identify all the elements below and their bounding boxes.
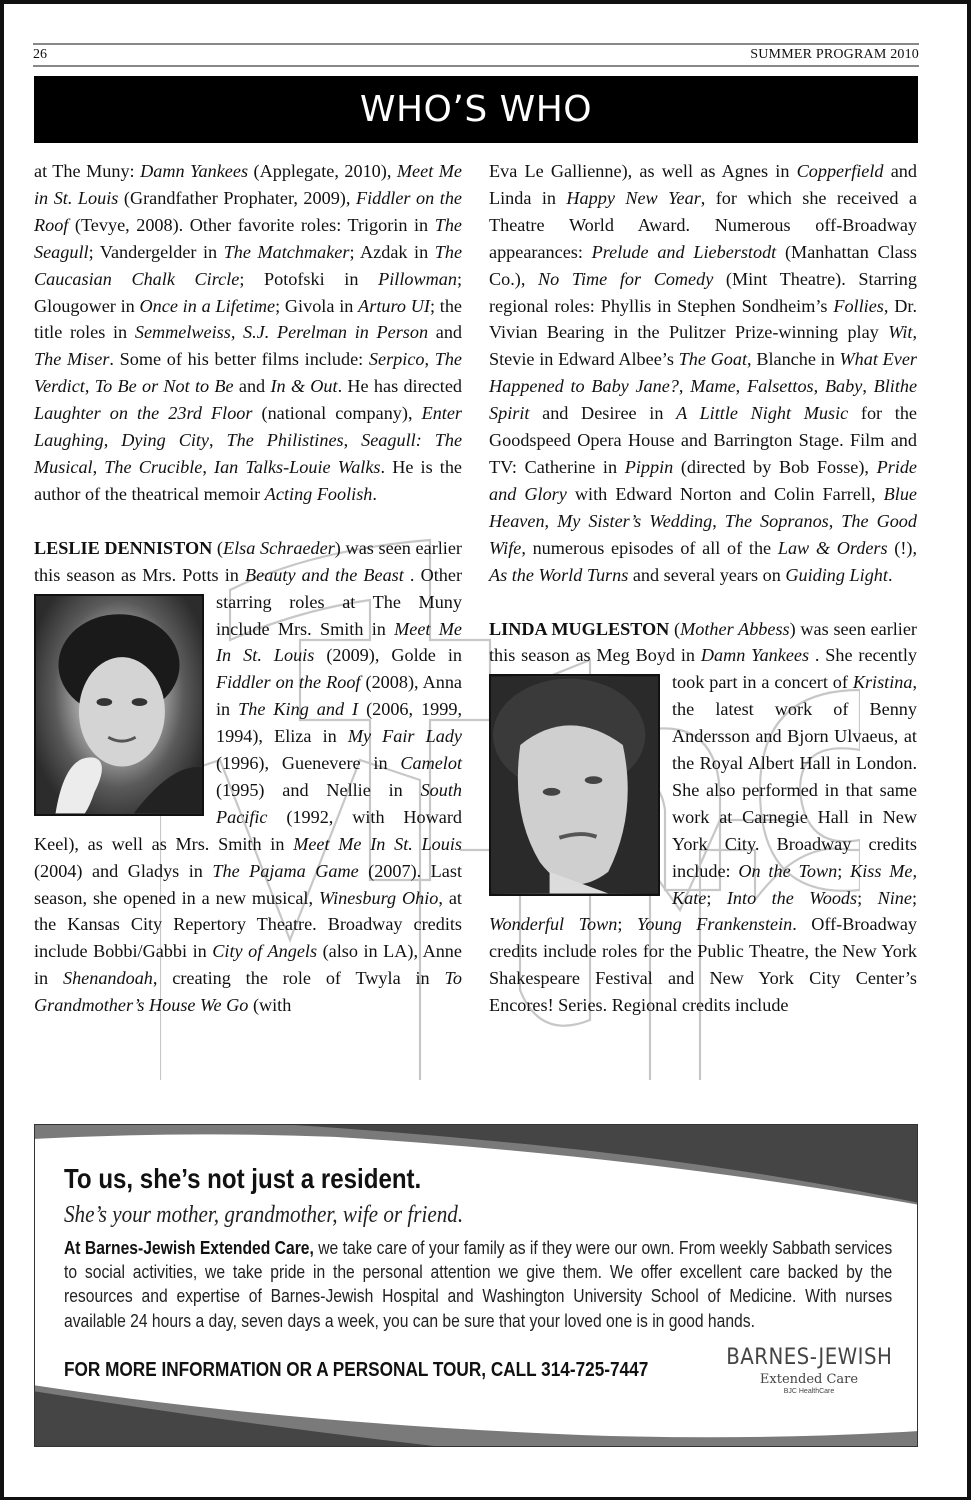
italic-title: Follies: [833, 295, 884, 316]
italic-title: Blue Heaven: [489, 483, 917, 531]
italic-title: The Sopranos: [724, 510, 829, 531]
bio-continuation-right: Eva Le Gallienne), as well as Agnes in Copperfield and Linda in Happy New Year, for which she received a Theatre World Award. Numerous off-Broadway appearances: Prelude and Lieberstodt (Manhattan Class Co.), No Time for Comedy (Mint Theatre). Starring regional roles: Phyllis in Stephen Sondheim’s Follies, Dr. Vivian Bearing in the Pulitzer Prize-winning play Wit, Stevie in Edward Albee’s The Goat, Blanche in What Ever Happened to Baby Jane?, Mame, Falsettos, Baby, Blithe Spirit and Desiree in A Little Night Music for the Goodspeed Opera House and Barrington Stage. Film and TV: Catherine in Pippin (directed by Bob Fosse), Pride and Glory with Edward Norton and Colin Farrell, Blue Heaven, My Sister’s Wedding, The Sopranos, The Good Wife, numerous episodes of all of the Law & Orders (!), As the World Turns and several years on Guiding Light.: [489, 161, 918, 585]
italic-title: Acting Foolish: [264, 483, 373, 504]
italic-title: Fiddler on the Roof: [34, 187, 462, 235]
italic-title: Pillowman: [378, 268, 457, 289]
page-number: 26: [33, 47, 47, 62]
headshot-linda-mugleston: [489, 674, 660, 896]
italic-title: To Be or Not to Be: [94, 376, 234, 397]
ad-call-to-action: FOR MORE INFORMATION OR A PERSONAL TOUR, CALL 314-725-7447: [64, 1359, 649, 1381]
italic-title: Kiss Me, Kate: [672, 860, 917, 908]
italic-title: Semmelweiss, S.J. Perelman in Person: [134, 322, 429, 343]
italic-title: Elsa Schraeder: [223, 537, 335, 558]
italic-title: The Verdict: [34, 349, 462, 397]
italic-title: As the World Turns: [489, 564, 629, 585]
italic-title: The Miser: [34, 349, 110, 370]
italic-title: My Sister’s Wedding: [557, 510, 713, 531]
italic-title: Baby: [824, 376, 863, 397]
barnes-jewish-logo: [709, 1345, 909, 1415]
bio-continuation: at The Muny: Damn Yankees (Applegate, 2010), Meet Me in St. Louis (Grandfather Prophater, 2009), Fiddler on the Roof (Tevye, 2008). Other favorite roles: Trigorin in The Seagull; Vandergelder in The Matchmaker; Azdak in The Caucasian Chalk Circle; Potofski in Pillowman; Glougower in Once in a Lifetime; Givola in Arturo UI; the title roles in Semmelweiss, S.J. Perelman in Person and The Miser. Some of his better films include: Serpico, The Verdict, To Be or Not to Be and In & Out. He has directed Laughter on the 23rd Floor (national company), Enter Laughing, Dying City, The Philistines, Seagull: The Musical, The Crucible, Ian Talks-Louie Walks. He is the author of the theatrical memoir Acting Foolish.: [34, 161, 463, 504]
italic-title: Prelude and Lieberstodt: [591, 241, 777, 262]
italic-title: In & Out: [270, 376, 338, 397]
italic-title: Damn Yankees: [700, 645, 810, 666]
italic-title: Wonderful Town: [489, 914, 618, 935]
right-column: [489, 158, 917, 1019]
italic-title: The Matchmaker: [223, 241, 350, 262]
italic-title: The Seagull: [34, 214, 462, 262]
italic-title: Ian Talks-Louie Walks: [214, 456, 381, 477]
headshot-leslie-denniston: [34, 594, 204, 816]
italic-title: The Goat: [678, 349, 748, 370]
italic-title: My Fair Lady: [347, 726, 462, 747]
italic-title: Mother Abbess: [680, 618, 790, 639]
section-banner: WHO’S WHO: [34, 76, 918, 143]
italic-title: Serpico: [368, 349, 425, 370]
bio-leslie-lead: LESLIE DENNISTON (Elsa Schraeder) was seen earlier this season as Mrs. Potts in Beauty and the Beast: [34, 537, 462, 585]
italic-title: The Caucasian Chalk Circle: [34, 241, 463, 289]
italic-title: Camelot: [400, 753, 462, 774]
italic-title: Mame: [690, 376, 736, 397]
bio-leslie-rest: . Other starring roles at The Muny include Mrs. Smith in Meet Me In St. Louis (2009), Golde in Fiddler on the Roof (2008), Anna in The King and I (2006, 1999, 1994), Eliza in My Fair Lady (1996), Guenevere in Camelot (1995) and Nellie in South Pacific (1992, with Howard Keel), as well as Mrs. Smith in Meet Me In St. Louis (2004) and Gladys in The Pajama Game (2007). Last season, she opened in a new musical, Winesburg Ohio, at the Kansas City Repertory Theatre. Broadway credits include Bobbi/Gabbi in City of Angels (also in LA), Anne in Shenandoah, creating the role of Twyla in To Grandmother’s House We Go (with: [34, 564, 463, 1016]
italic-title: Blithe Spirit: [489, 376, 918, 424]
logo-line-1: BARNES-JEWISH: [725, 1345, 893, 1370]
italic-title: Pippin: [624, 456, 674, 477]
italic-title: Meet Me in St. Louis: [34, 161, 462, 208]
italic-title: Pride and Glory: [489, 456, 918, 504]
logo-line-3: BJC HealthCare: [783, 1388, 835, 1395]
italic-title: Guiding Light: [785, 564, 888, 585]
italic-title: Fiddler on the Roof: [216, 672, 361, 693]
italic-title: Happy New Year: [566, 187, 701, 208]
italic-title: No Time for Comedy: [538, 268, 714, 289]
italic-title: Meet Me In St. Louis: [216, 618, 462, 666]
italic-title: Young Frankenstein: [636, 914, 793, 935]
italic-title: Enter Laughing: [34, 403, 462, 451]
italic-title: Beauty and the Beast: [245, 564, 404, 585]
ad-body: we take care of your family as if they were our own. From weekly Sabbath services to social activities, we take pride in the personal attention we give them. We offer excellent care backed by the resources and expertise of Barnes-Jewish Hospital and Washington University School of Medicine. With nurses available 24 hours a day, seven days a week, you can be sure that your loved one is in good hands.: [64, 1238, 893, 1331]
italic-title: The King and I: [238, 699, 359, 720]
italic-title: Once in a Lifetime: [139, 295, 276, 316]
italic-title: Copperfield: [796, 161, 884, 181]
italic-title: Nine: [877, 887, 912, 908]
ad-body-text: [64, 1236, 892, 1333]
italic-title: Law & Orders: [777, 537, 888, 558]
performer-name: LINDA MUGLESTON: [489, 618, 670, 639]
italic-title: Dying City: [121, 430, 210, 451]
italic-title: City of Angels: [212, 941, 318, 962]
italic-title: The Crucible: [104, 456, 203, 477]
italic-title: A Little Night Music: [676, 403, 849, 424]
logo-line-2: Extended Care: [759, 1372, 859, 1387]
italic-title: Damn Yankees: [140, 161, 249, 181]
italic-title: The Pajama Game: [212, 860, 359, 881]
running-header: [33, 43, 919, 67]
italic-title: Meet Me In St. Louis: [293, 833, 462, 854]
italic-title: What Ever Happened to Baby Jane?: [489, 349, 917, 397]
italic-title: The Good Wife: [489, 510, 917, 558]
italic-title: Into the Woods: [726, 887, 858, 908]
italic-title: Kristina: [852, 672, 913, 693]
italic-title: To Grandmother’s House We Go: [34, 968, 462, 1016]
italic-title: Winesburg Ohio: [318, 887, 439, 908]
ad-body-lead: At Barnes-Jewish Extended Care,: [64, 1238, 314, 1258]
publication-title: SUMMER PROGRAM 2010: [750, 47, 919, 62]
bio-linda-lead: LINDA MUGLESTON (Mother Abbess) was seen earlier this season as Meg Boyd in Damn Yankees: [489, 618, 917, 666]
left-column: [34, 158, 462, 1019]
bio-linda-rest: . She recently took part in a concert of Kristina, the latest work of Benny Andersson and Bjorn Ulvaeus, at the Royal Albert Hall in London. She also performed in that same work at Carnegie Hall in New York City. Broadway credits include: On the Town; Kiss Me, Kate; Into the Woods; Nine; Wonderful Town; Young Frankenstein. Off-Broadway credits include roles for the Public Theatre, the New York Shakespeare Festival and New York City Center’s Encores! Series. Regional credits include: [489, 645, 918, 1016]
italic-title: On the Town: [738, 860, 838, 881]
italic-title: The Philistines: [226, 430, 344, 451]
performer-name: LESLIE DENNISTON: [34, 537, 213, 558]
barnes-jewish-advertisement: [34, 1124, 918, 1447]
bio-leslie-denniston: [34, 535, 462, 1019]
bio-linda-mugleston: [489, 616, 917, 1020]
ad-headline: To us, she’s not just a resident.: [64, 1163, 422, 1194]
italic-title: Arturo UI: [358, 295, 430, 316]
italic-title: South Pacific: [216, 779, 462, 827]
italic-title: Shenandoah: [62, 968, 153, 989]
italic-title: Wit: [888, 322, 913, 343]
ad-subhead: She’s your mother, grandmother, wife or friend.: [64, 1202, 464, 1228]
italic-title: Falsettos: [746, 376, 814, 397]
italic-title: Laughter on the 23rd Floor: [34, 403, 253, 424]
italic-title: Seagull: The Musical: [34, 430, 463, 477]
